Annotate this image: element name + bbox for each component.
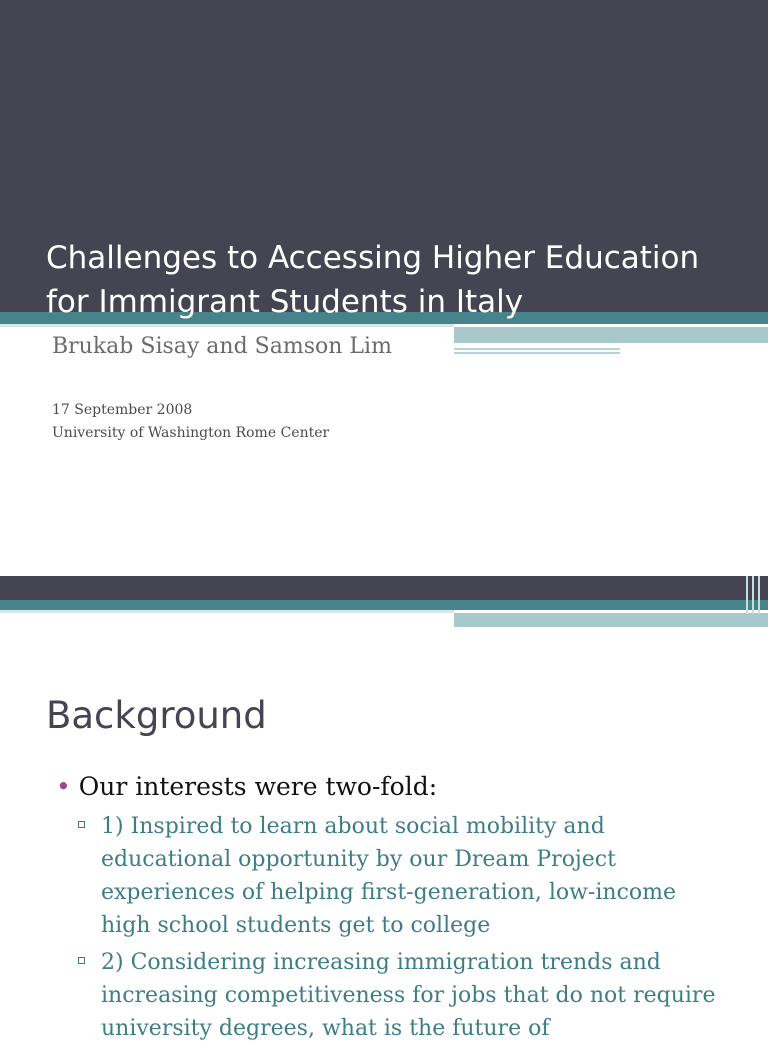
sub-bullet-item [78, 810, 728, 942]
square-bullet-icon [78, 957, 85, 964]
accent-block [454, 613, 768, 627]
square-bullet-icon [78, 821, 85, 828]
bullet-item [56, 772, 746, 801]
slide-background [0, 576, 768, 1041]
header-banner [0, 576, 768, 600]
bullet-dot-icon: • [56, 772, 71, 801]
accent-line [454, 348, 620, 350]
sub-bullet-text: 1) Inspired to learn about social mobility and educational opportunity by our Dream Project experiences of helping first-generation, low-income high school students get to college [101, 814, 677, 938]
institution: University of Washington Rome Center [52, 425, 330, 441]
title-line-2: for Immigrant Students in Italy [46, 284, 524, 320]
accent-block [454, 327, 768, 343]
accent-line [746, 576, 748, 614]
bullet-text: Our interests were two-fold: [78, 772, 438, 801]
slide-title-text [46, 236, 746, 324]
authors: Brukab Sisay and Samson Lim [52, 334, 392, 359]
accent-line [758, 576, 760, 614]
presentation-date: 17 September 2008 [52, 402, 193, 418]
sub-bullet-item [78, 946, 728, 1045]
accent-line [752, 576, 754, 614]
slide-heading: Background [46, 694, 267, 737]
sub-bullet-list [78, 810, 728, 1049]
accent-stripe-light [0, 324, 454, 327]
sub-bullet-text: 2) Considering increasing immigration trends and increasing competitiveness for jobs that do not require university degrees, what is the future of [101, 950, 716, 1041]
accent-stripe [0, 600, 768, 610]
accent-stripe-light [0, 610, 454, 613]
accent-line [454, 352, 620, 354]
title-line-1: Challenges to Accessing Higher Education [46, 240, 700, 276]
